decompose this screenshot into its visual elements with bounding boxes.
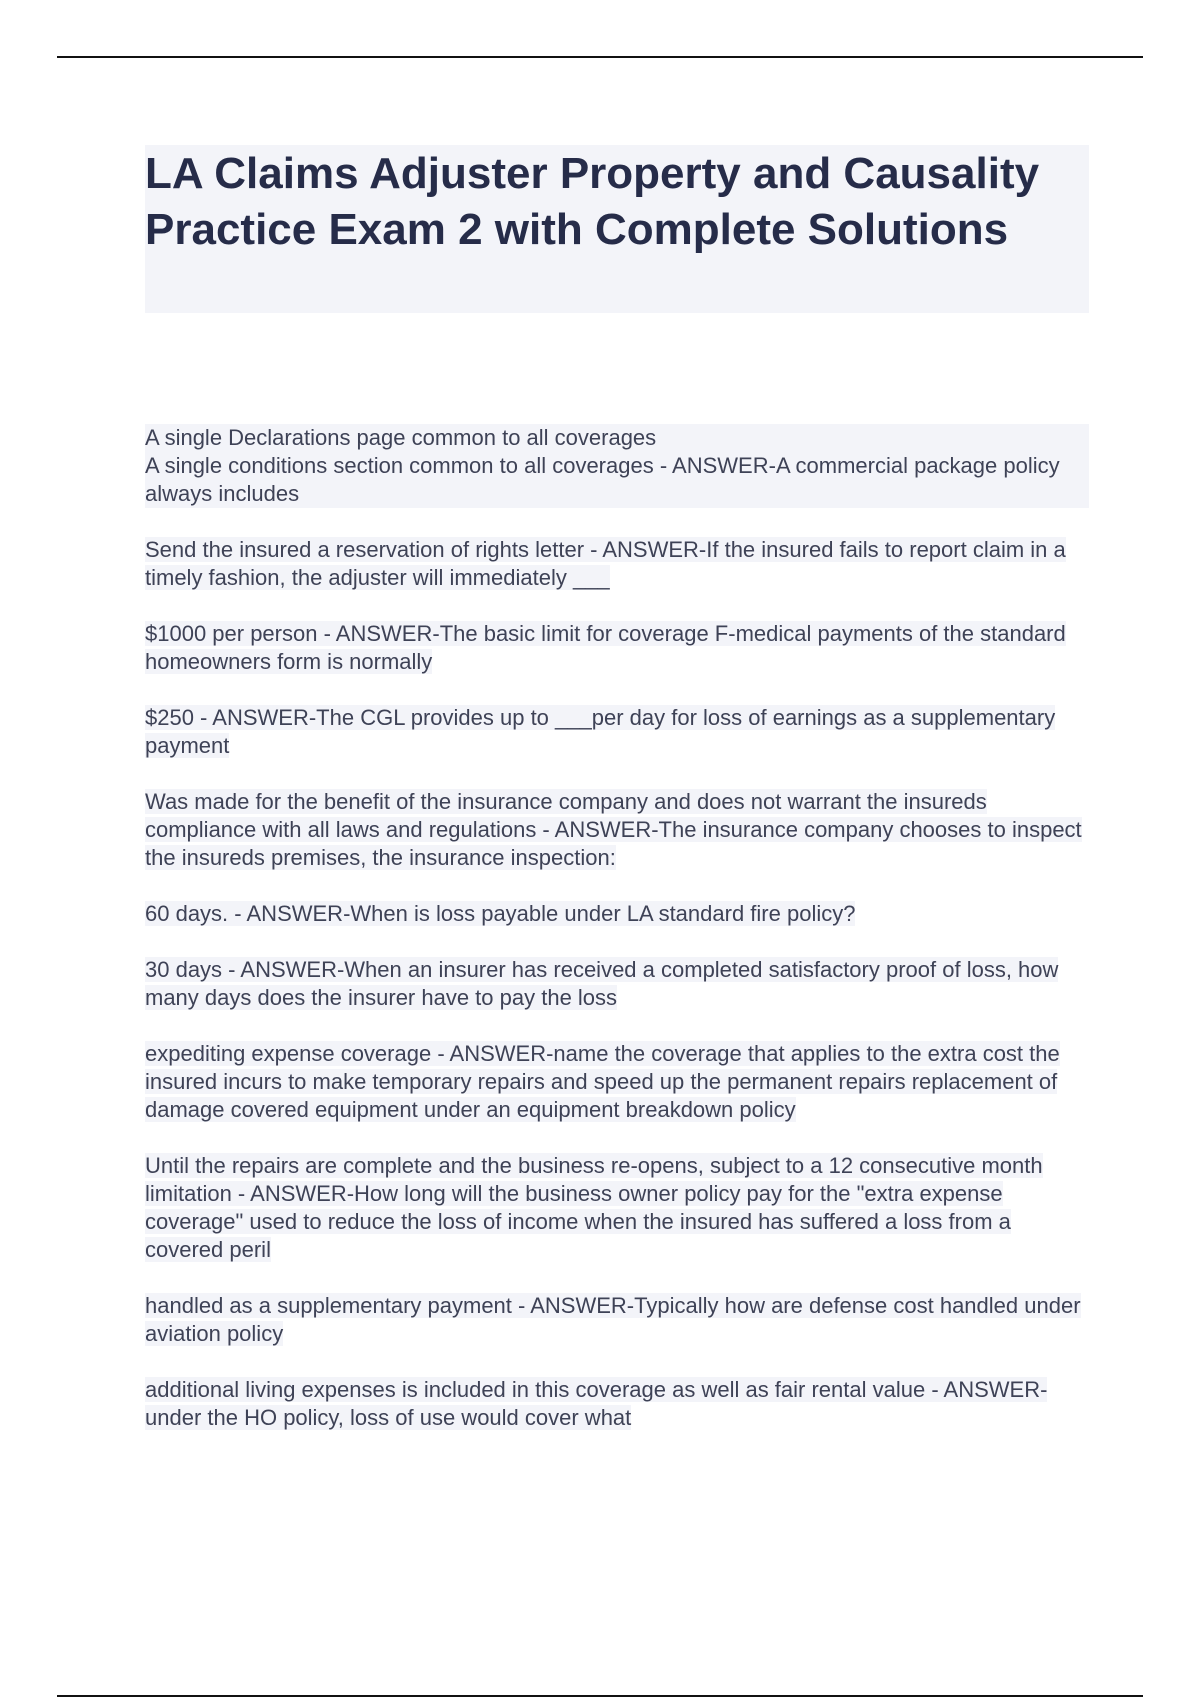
qa-line: Was made for the benefit of the insurance company and does not warrant the insureds compliance with all laws and regulations - ANSWER-The insurance company chooses to inspect the insureds premises, the insurance inspection: <box>145 789 1082 870</box>
qa-entry <box>145 1152 1089 1264</box>
qa-line: additional living expenses is included in this coverage as well as fair rental value - ANSWER-under the HO policy, loss of use would cover what <box>145 1377 1048 1430</box>
qa-entry <box>145 900 1089 928</box>
qa-entry <box>145 704 1089 760</box>
qa-entry <box>145 788 1089 872</box>
bottom-rule <box>57 1695 1143 1697</box>
qa-line: handled as a supplementary payment - ANSWER-Typically how are defense cost handled under aviation policy <box>145 1293 1081 1346</box>
qa-line: $1000 per person - ANSWER-The basic limit for coverage F-medical payments of the standard homeowners form is normally <box>145 621 1066 674</box>
qa-line: $250 - ANSWER-The CGL provides up to ___per day for loss of earnings as a supplementary payment <box>145 705 1056 758</box>
qa-entry <box>145 1376 1089 1432</box>
qa-line: 60 days. - ANSWER-When is loss payable under LA standard fire policy? <box>145 901 856 926</box>
qa-list <box>145 424 1089 1460</box>
qa-line: Send the insured a reservation of rights letter - ANSWER-If the insured fails to report claim in a timely fashion, the adjuster will immediately ___ <box>145 537 1066 590</box>
qa-line: A single Declarations page common to all coverages <box>145 424 1089 452</box>
qa-entry <box>145 536 1089 592</box>
qa-entry <box>145 620 1089 676</box>
title-block <box>145 145 1089 313</box>
qa-line: A single conditions section common to all coverages - ANSWER-A commercial package policy always includes <box>145 452 1089 508</box>
page-title: LA Claims Adjuster Property and Causality Practice Exam 2 with Complete Solutions <box>145 149 1040 254</box>
qa-entry <box>145 1292 1089 1348</box>
qa-line: expediting expense coverage - ANSWER-name the coverage that applies to the extra cost the insured incurs to make temporary repairs and speed up the permanent repairs replacement of damage covered equipment under an equipment breakdown policy <box>145 1041 1060 1122</box>
qa-entry <box>145 956 1089 1012</box>
qa-line: Until the repairs are complete and the business re-opens, subject to a 12 consecutive month limitation - ANSWER-How long will the business owner policy pay for the "extra expense coverage" used to reduce the loss of income when the insured has suffered a loss from a covered peril <box>145 1153 1043 1262</box>
top-rule <box>57 56 1143 58</box>
qa-line: 30 days - ANSWER-When an insurer has received a completed satisfactory proof of loss, how many days does the insurer have to pay the loss <box>145 957 1059 1010</box>
qa-entry <box>145 424 1089 508</box>
qa-entry <box>145 1040 1089 1124</box>
